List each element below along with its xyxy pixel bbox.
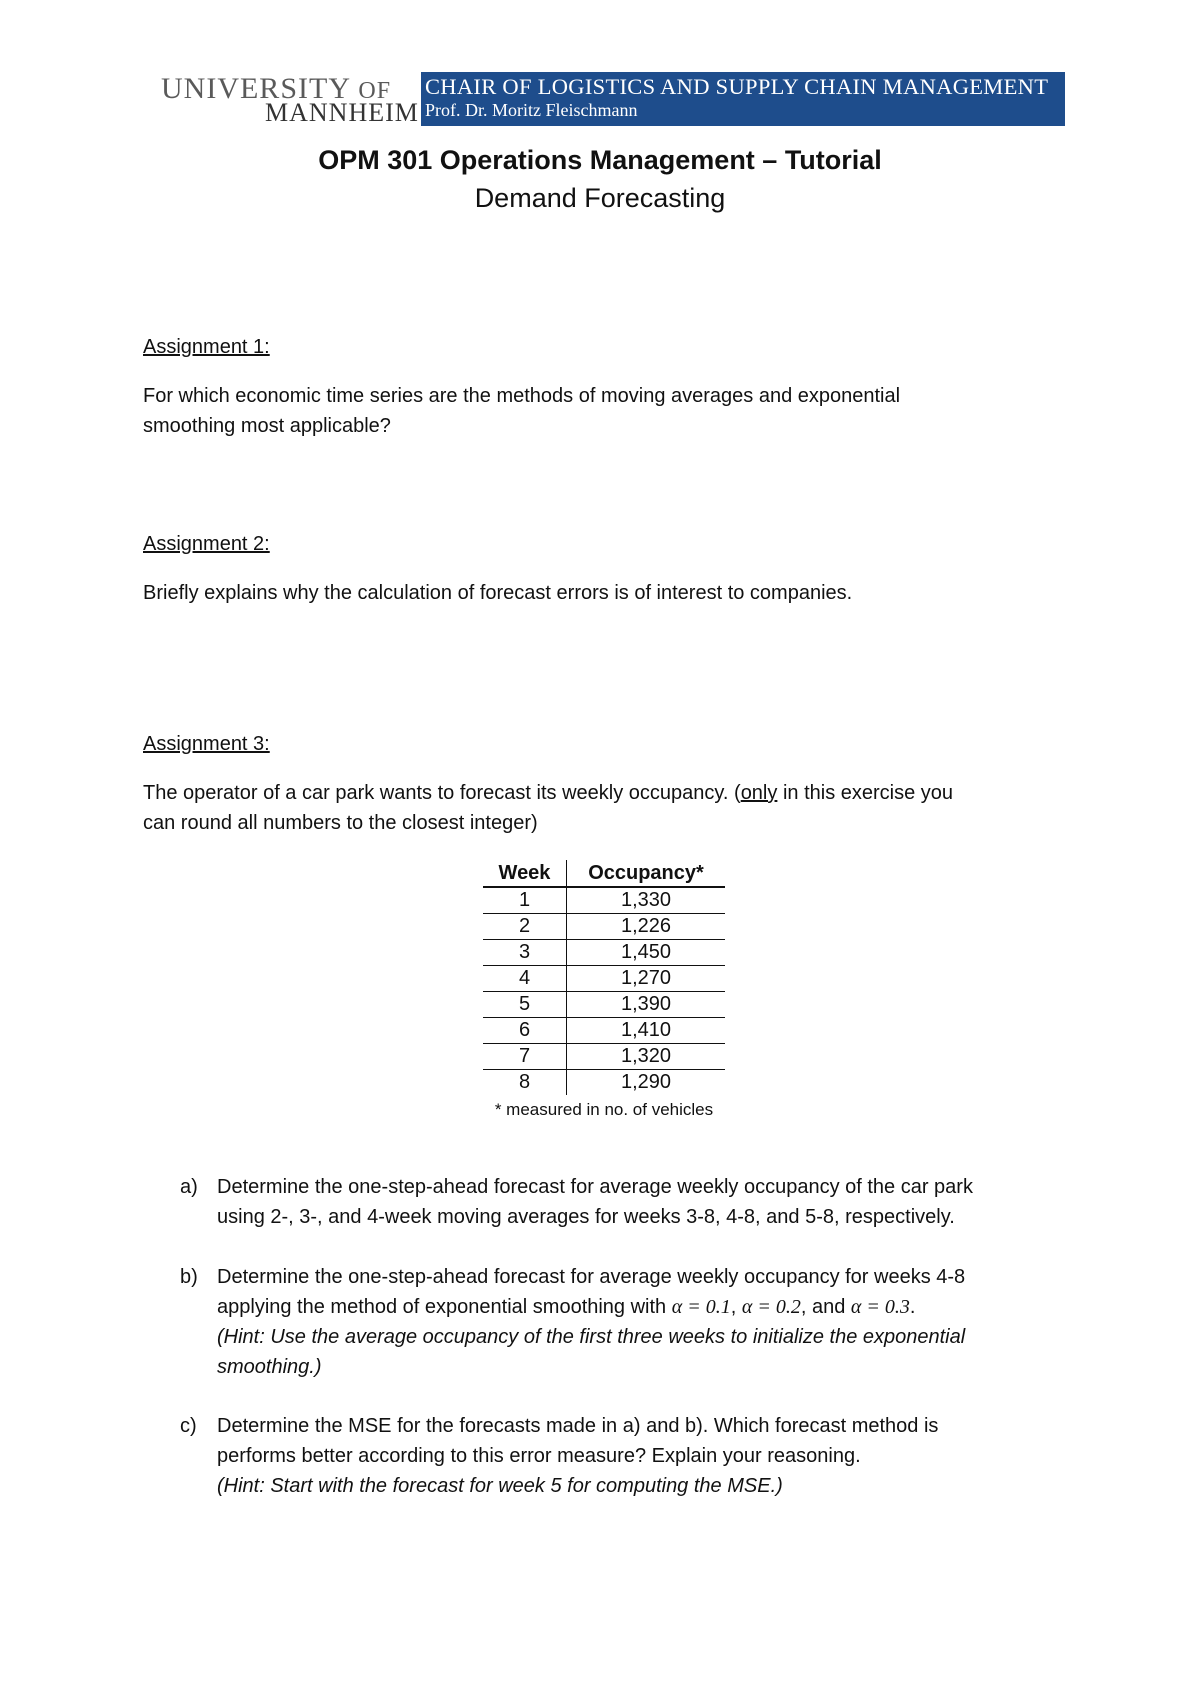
- question-b-label: b): [180, 1266, 198, 1288]
- document-subtitle: Demand Forecasting: [474, 183, 726, 213]
- occupancy-table: [483, 860, 725, 1095]
- university-logo-line1: UNIVERSITY OF: [161, 72, 392, 105]
- assignment3-heading: Assignment 3:: [143, 733, 270, 755]
- table-row: 5 1,390: [483, 992, 725, 1018]
- assignment1-question: For which economic time series are the methods of moving averages and exponential smoothing most applicable?: [143, 385, 901, 437]
- alpha-value-3: α = 0.3: [850, 1296, 910, 1318]
- assignment1-heading: Assignment 1:: [143, 336, 270, 358]
- question-a: a) Determine the one-step-ahead forecast for average weekly occupancy of the car park using 2-, 3-, and 4-week moving averages for weeks 3-8, 4-8, and 5-8, respectively.: [180, 1172, 1080, 1232]
- assignment2-question: Briefly explains why the calculation of forecast errors is of interest to companies.: [143, 582, 853, 604]
- university-logo-line2: MANNHEIM: [265, 98, 419, 127]
- assignment2-heading: Assignment 2:: [143, 533, 270, 555]
- table-row: 4 1,270: [483, 966, 725, 992]
- table-row: 3 1,450: [483, 940, 725, 966]
- table-row: 8 1,290: [483, 1070, 725, 1096]
- table-row: 6 1,410: [483, 1018, 725, 1044]
- table-row: 2 1,226: [483, 914, 725, 940]
- alpha-value-2: α = 0.2: [741, 1296, 801, 1318]
- question-c: c) Determine the MSE for the forecasts made in a) and b). Which forecast method is performs better according to this error measure? Explain your reasoning. (Hint: Start with the forecast for week 5 for computing the MSE.): [180, 1411, 1080, 1501]
- chair-banner: [421, 72, 1065, 126]
- week-column-header: Week: [483, 860, 567, 887]
- table-footnote: * measured in no. of vehicles: [494, 1100, 714, 1119]
- question-c-hint: (Hint: Start with the forecast for week 5 for computing the MSE.): [217, 1475, 783, 1497]
- assignment3-intro: The operator of a car park wants to forecast its weekly occupancy. (only in this exercise you can round all numbers to the closest integer): [143, 782, 954, 834]
- document-title: OPM 301 Operations Management – Tutorial: [318, 145, 882, 175]
- table-row: 7 1,320: [483, 1044, 725, 1070]
- university-logo: [161, 72, 419, 127]
- table-row: 1 1,330: [483, 887, 725, 914]
- occupancy-column-header: Occupancy*: [567, 860, 726, 887]
- question-a-label: a): [180, 1176, 198, 1198]
- chair-title: CHAIR OF LOGISTICS AND SUPPLY CHAIN MANAGEMENT: [425, 74, 1049, 99]
- question-b: b) Determine the one-step-ahead forecast for average weekly occupancy for weeks 4-8 applying the method of exponential smoothing with α = 0.1, α = 0.2, and α = 0.3. (Hint: Use the average occupancy of the first three weeks to initialize the exponential smoothing.): [180, 1262, 1080, 1382]
- chair-professor: Prof. Dr. Moritz Fleischmann: [425, 100, 638, 120]
- question-c-label: c): [180, 1415, 197, 1437]
- only-emphasis: only: [740, 782, 778, 804]
- alpha-value-1: α = 0.1: [671, 1296, 731, 1318]
- question-b-hint: (Hint: Use the average occupancy of the first three weeks to initialize the exponential: [217, 1326, 966, 1348]
